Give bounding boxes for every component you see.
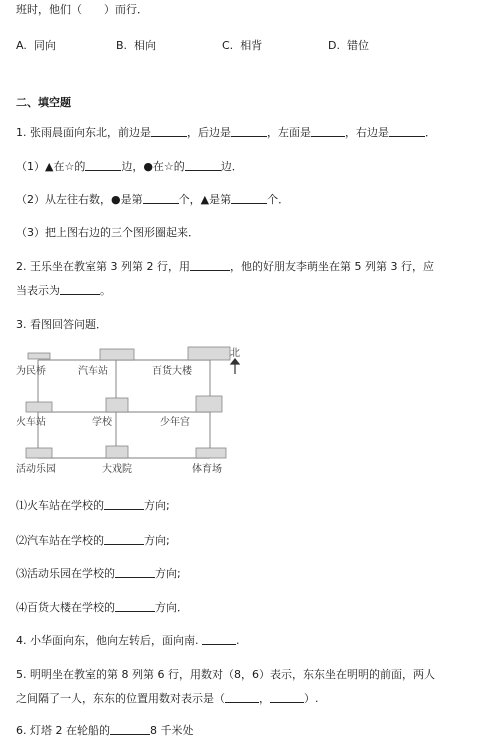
answer-blank[interactable] — [115, 567, 155, 578]
answer-blank[interactable] — [311, 126, 345, 137]
answer-blank[interactable] — [151, 126, 187, 137]
q3-sub3-text-a: ⑶活动乐园在学校的 — [16, 567, 115, 580]
q5-text-c: ， — [259, 692, 270, 705]
option-b — [116, 37, 156, 53]
question-4 — [16, 634, 240, 648]
q3-sub2-text-b: 方向; — [144, 534, 170, 547]
answer-blank[interactable] — [202, 634, 236, 645]
answer-blank[interactable] — [270, 692, 304, 703]
map-label: 活动乐园 — [16, 464, 56, 475]
q6-text-b: 8 千米处 — [149, 724, 194, 737]
map-buildings — [26, 347, 230, 458]
option-d — [328, 37, 369, 53]
answer-blank[interactable] — [389, 126, 425, 137]
theater-icon — [106, 446, 128, 458]
question-5 — [16, 668, 435, 682]
q5-text-a: 5. 明明坐在教室的第 8 列第 6 行，用数对（8，6）表示，东东坐在明明的前面，两人 — [16, 668, 435, 681]
option-letter: C. — [222, 39, 234, 52]
q2-text-d: 。 — [100, 284, 111, 297]
answer-blank[interactable] — [104, 534, 144, 545]
q3-sub1-text-a: ⑴火车站在学校的 — [16, 499, 104, 512]
question-6 — [16, 724, 193, 738]
map-label: 大戏院 — [102, 464, 132, 475]
youth-palace-icon — [196, 396, 222, 412]
option-letter: B. — [116, 39, 128, 52]
answer-blank[interactable] — [225, 692, 259, 703]
q1-text-c: ，左面是 — [267, 126, 311, 139]
question-3-sub-3 — [16, 567, 181, 581]
answer-blank[interactable] — [185, 160, 221, 171]
question-stem: 班时，他们（ ）而行． — [16, 3, 148, 16]
q1-sub2-text-c: 个． — [267, 193, 290, 206]
north-label: 北 — [230, 348, 240, 359]
answer-blank[interactable] — [231, 193, 267, 204]
q1-text-a: 1. 张雨晨面向东北，前边是 — [16, 126, 151, 139]
map-label: 汽车站 — [78, 366, 108, 377]
question-3-title: 3. 看图回答问题． — [16, 318, 107, 331]
option-text: 相背 — [240, 39, 263, 52]
answer-blank[interactable] — [115, 601, 155, 612]
map-label: 为民桥 — [16, 366, 46, 377]
q1-sub2-text-b: 个，▲是第 — [178, 193, 232, 206]
q5-text-d: ）. — [304, 692, 319, 705]
answer-blank[interactable] — [104, 499, 144, 510]
answer-blank[interactable] — [110, 724, 150, 735]
department-store-icon — [188, 347, 230, 360]
answer-blank[interactable] — [85, 160, 121, 171]
map-label: 火车站 — [16, 417, 46, 428]
school-icon — [106, 398, 128, 412]
q3-sub3-text-b: 方向; — [155, 567, 181, 580]
question-1-sub-2 — [16, 193, 289, 207]
q2-text-b: ，他的好朋友李萌坐在第 5 列第 3 行，应 — [229, 260, 434, 273]
option-letter: A. — [16, 39, 27, 52]
map-label: 百货大楼 — [152, 366, 192, 377]
option-text: 错位 — [346, 39, 369, 52]
q1-sub2-text-a: （2）从左往右数，●是第 — [16, 193, 143, 206]
q3-sub4-text-b: 方向． — [155, 601, 188, 614]
option-text: 同向 — [33, 39, 56, 52]
option-c — [222, 37, 262, 53]
train-station-icon — [26, 402, 52, 412]
town-map — [14, 346, 246, 480]
bus-station-icon — [100, 349, 134, 360]
q2-text-a: 2. 王乐坐在教室第 3 列第 2 行，用 — [16, 260, 190, 273]
answer-blank[interactable] — [190, 260, 230, 271]
question-3-sub-4 — [16, 601, 188, 615]
q6-text-a: 6. 灯塔 2 在轮船的 — [16, 724, 110, 737]
question-2 — [16, 260, 434, 274]
map-label: 学校 — [92, 417, 112, 428]
option-text: 相向 — [134, 39, 157, 52]
stadium-icon — [196, 448, 226, 458]
q1-text-d: ，右边是 — [345, 126, 389, 139]
q3-sub4-text-a: ⑷百货大楼在学校的 — [16, 601, 115, 614]
option-a — [16, 37, 56, 53]
question-1 — [16, 126, 436, 140]
option-letter: D. — [328, 39, 340, 52]
map-label: 少年宫 — [160, 417, 190, 428]
q1-sub1-text-b: 边，●在☆的 — [121, 160, 185, 173]
q5-text-b: 之间隔了一人，东东的位置用数对表示是（ — [16, 692, 225, 705]
q4-text-a: 4. 小华面向东，他向左转后，面向南. — [16, 634, 199, 647]
q2-text-c: 当表示为 — [16, 284, 60, 297]
q1-text-b: ，后边是 — [187, 126, 231, 139]
north-arrow-icon — [231, 359, 239, 374]
answer-blank[interactable] — [60, 284, 100, 295]
amusement-park-icon — [26, 448, 52, 458]
question-3-sub-2 — [16, 534, 170, 548]
bridge-icon — [28, 353, 50, 359]
q1-text-e: ． — [425, 126, 436, 139]
q3-sub2-text-a: ⑵汽车站在学校的 — [16, 534, 104, 547]
map-label: 体育场 — [192, 464, 222, 475]
q3-sub1-text-b: 方向; — [144, 499, 170, 512]
question-2-cont — [16, 284, 111, 298]
question-5-cont — [16, 692, 319, 706]
question-1-sub-1 — [16, 160, 243, 174]
question-1-sub-3: （3）把上图右边的三个图形圈起来． — [16, 226, 199, 239]
answer-blank[interactable] — [143, 193, 179, 204]
answer-blank[interactable] — [231, 126, 267, 137]
question-3-sub-1 — [16, 499, 170, 513]
section-title: 二、填空题 — [16, 96, 71, 109]
q1-sub1-text-c: 边． — [220, 160, 243, 173]
q4-text-b: . — [236, 634, 240, 647]
q1-sub1-text-a: （1）▲在☆的 — [16, 160, 86, 173]
